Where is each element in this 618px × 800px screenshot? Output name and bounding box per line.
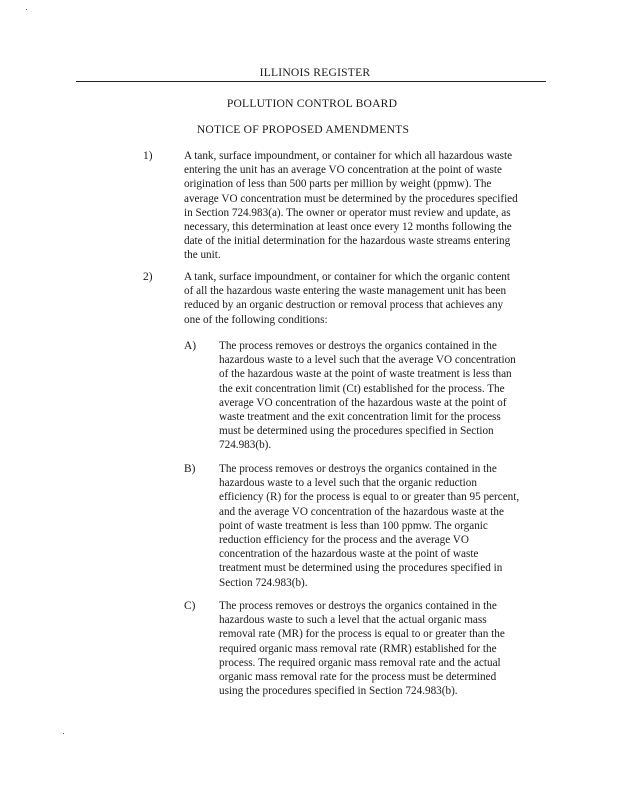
text-line: necessary, this determination at least once every 12 months following the [184,221,512,234]
text-line: hazardous waste to such a level that the actual organic mass [219,614,487,627]
text-line: hazardous waste to a level such that the average VO concentration [219,354,516,367]
text-line: treatment must be determined using the procedures specified in [219,562,503,575]
subitem-letter-b: B) [184,463,196,475]
text-line: hazardous waste to a level such that the organic reduction [219,477,477,490]
scan-speck [63,733,64,734]
text-line: origination of less than 500 parts per million by weight (ppmw). The [184,178,492,191]
subitem-a-text [219,339,547,453]
text-line: The process removes or destroys the organics contained in the [219,600,497,612]
text-line: reduction efficiency for the process and the average VO [219,534,469,547]
text-line: the unit. [184,249,221,262]
text-line: waste treatment and the exit concentration limit for the process [219,411,501,424]
item-2-text [184,270,540,327]
text-line: average VO concentration must be determined by the procedures specified [184,192,518,205]
text-line: efficiency (R) for the process is equal to or greater than 95 percent, [219,491,520,504]
text-line: A tank, surface impoundment, or container for which all hazardous waste [184,150,513,162]
text-line: The process removes or destroys the organics contained in the [219,463,497,475]
text-line: The process removes or destroys the organics contained in the [219,340,497,352]
text-line: removal rate (MR) for the process is equal to or greater than the [219,628,505,641]
subitem-b-text [219,462,549,590]
text-line: entering the unit has an average VO concentration at the point of waste [184,164,502,177]
text-line: point of waste treatment is less than 100 ppmw. The organic [219,519,488,532]
text-line: process. The required organic mass removal rate and the actual [219,656,501,669]
header-rule [76,81,546,82]
text-line: required organic mass removal rate (RMR) established for the [219,642,497,655]
board-name: POLLUTION CONTROL BOARD [226,97,398,110]
text-line: 724.983(b). [219,439,272,452]
text-line: concentration of the hazardous waste at the point of waste [219,548,479,561]
text-line: of the hazardous waste at the point of waste treatment is less than [219,368,512,381]
text-line: organic mass removal rate for the process must be determined [219,671,497,684]
item-1-text [184,149,544,263]
notice-title: NOTICE OF PROPOSED AMENDMENTS [196,123,410,136]
register-title: ILLINOIS REGISTER [259,66,371,79]
text-line: using the procedures specified in Section 724.983(b). [219,685,458,698]
text-line: date of the initial determination for the hazardous waste streams entering [184,235,511,248]
item-number-2: 2) [143,271,153,283]
text-line: A tank, surface impoundment, or container for which the organic content [184,271,510,283]
text-line: in Section 724.983(a). The owner or operator must review and update, as [184,206,511,219]
text-line: Section 724.983(b). [219,576,308,589]
item-number-1: 1) [143,150,153,162]
subitem-letter-a: A) [184,340,197,352]
text-line: one of the following conditions: [184,313,328,326]
scan-speck [26,9,27,10]
text-line: average VO concentration of the hazardous waste at the point of [219,396,507,409]
subitem-letter-c: C) [184,600,196,612]
subitem-c-text [219,599,545,698]
text-line: of all the hazardous waste entering the waste management unit has been [184,285,507,298]
text-line: the exit concentration limit (Ct) established for the process. The [219,382,505,395]
text-line: reduced by an organic destruction or removal process that achieves any [184,299,504,312]
text-line: must be determined using the procedures specified in Section [219,425,494,438]
text-line: and the average VO concentration of the hazardous waste at the [219,505,504,518]
